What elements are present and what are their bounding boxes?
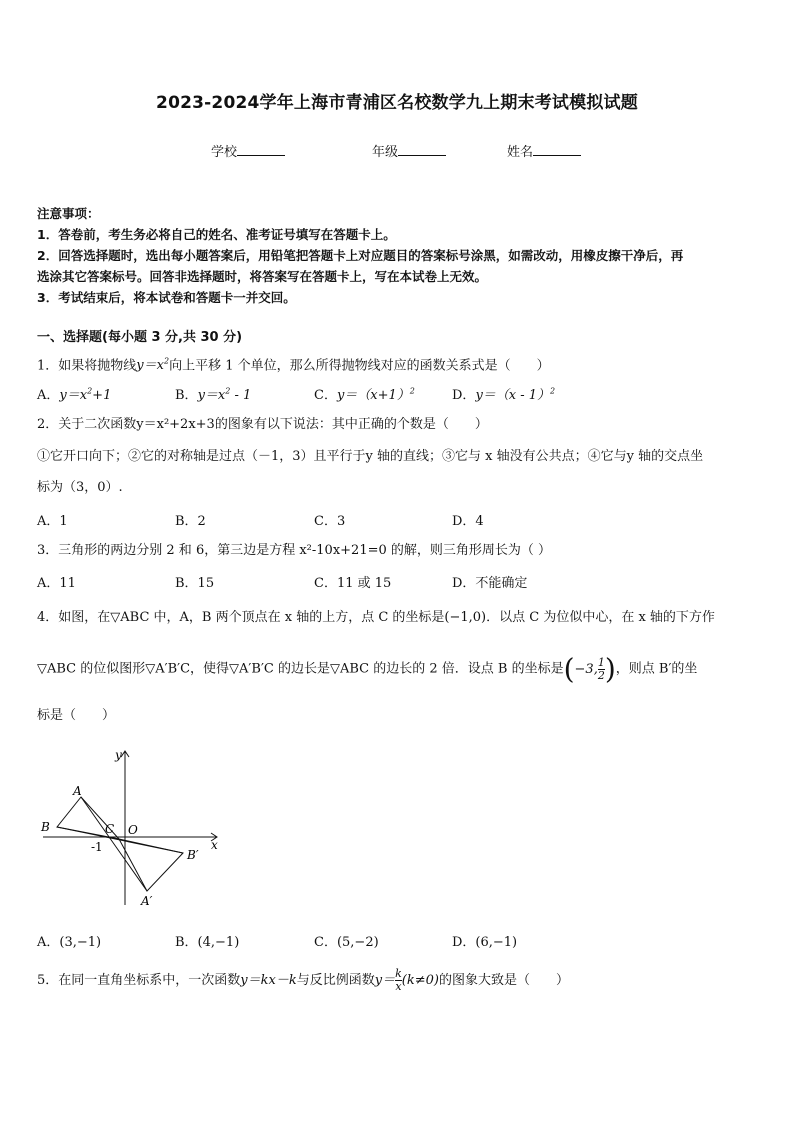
q1-formula: $y=x^2$ <box>136 357 170 374</box>
q5-recip-lhs: y＝ <box>374 973 396 988</box>
school-blank <box>237 143 285 156</box>
label-c: C <box>105 822 115 836</box>
q4-point-b: (−3, $\frac{1}{2}$ ) <box>563 652 616 685</box>
label-a-prime: A′ <box>141 894 153 908</box>
label-b: B <box>41 820 50 834</box>
name-field <box>507 141 581 160</box>
school-field <box>211 141 285 160</box>
q1-stem-b: 向上平移 1 个单位，那么所得抛物线对应的函数关系式是（ ） <box>169 358 550 374</box>
label-b-prime: B′ <box>187 848 199 862</box>
question-4-line-2 <box>37 652 767 687</box>
label-a: A <box>73 784 82 798</box>
q1-option-b: B．$y=x^2 - 1$ <box>175 386 252 403</box>
q4-option-d: D．(6,−1) <box>452 935 518 950</box>
label-minus-one: -1 <box>91 840 103 854</box>
q5-stem-a: 5．在同一直角坐标系中，一次函数 <box>37 973 241 988</box>
q2-option-a: A．1 <box>37 514 68 529</box>
notice-item-1: 1．答卷前，考生务必将自己的姓名、准考证号填写在答题卡上。 <box>37 227 396 242</box>
q4-option-b: B．(4,−1) <box>175 935 240 950</box>
q2-option-b: B．2 <box>175 514 206 529</box>
label-o: O <box>128 823 138 837</box>
q4-option-c: C．(5,−2) <box>314 935 379 950</box>
label-y: y <box>115 748 122 762</box>
notice-heading: 注意事项： <box>37 206 100 221</box>
question-4-line-1: 4．如图，在▽ABC 中，A，B 两个顶点在 x 轴的上方，点 C 的坐标是(−1,0)．以点 C 为位似中心，在 x 轴的下方作 <box>37 610 715 625</box>
notice-item-2b: 选涂其它答案标号。回答非选择题时，将答案写在答题卡上，写在本试卷上无效。 <box>37 269 488 284</box>
label-x: x <box>211 838 218 852</box>
grade-field <box>372 141 446 160</box>
name-label: 姓名 <box>507 145 534 160</box>
q1-stem-a: 1．如果将抛物线 <box>37 358 137 374</box>
q5-linear: y＝kx－k <box>240 973 297 988</box>
q3-option-b: B．15 <box>175 576 215 591</box>
q1-option-d: D．y＝（x - 1）$^2$ <box>452 386 556 403</box>
q5-recip-frac: $\frac{k}{x}$ <box>395 967 402 993</box>
question-4-line-3: 标是（ ） <box>37 708 116 723</box>
q5-recip-cond: (k≠0) <box>401 973 439 988</box>
q4-line-2b: ，则点 B′的坐 <box>615 661 698 677</box>
question-2-line-3: 标为（3，0）. <box>37 480 123 495</box>
notice-item-3: 3．考试结束后，将本试卷和答题卡一并交回。 <box>37 290 296 305</box>
section-heading: 一、选择题(每小题 3 分,共 30 分) <box>37 330 243 345</box>
q5-stem-b: 与反比例函数 <box>296 973 375 988</box>
question-2-line-2: ①它开口向下；②它的对称轴是过点（－1，3）且平行于y 轴的直线；③它与 x 轴没有公共点；④它与y 轴的交点坐 <box>37 449 704 464</box>
q3-option-a: A．11 <box>37 576 76 591</box>
name-blank <box>533 143 581 156</box>
q4-option-a: A．(3,−1) <box>37 935 102 950</box>
grade-blank <box>398 143 446 156</box>
q1-option-a: A．$y=x^2+1$ <box>37 386 112 403</box>
notice-block <box>37 203 762 308</box>
q1-option-c: C．$y=(x+1)^2$ <box>314 386 415 403</box>
question-2-stem: 2．关于二次函数y＝x²+2x+3的图象有以下说法：其中正确的个数是（ ） <box>37 417 488 432</box>
question-1 <box>37 352 767 376</box>
q5-stem-c: 的图象大致是（ ） <box>438 973 569 988</box>
notice-item-2a: 2．回答选择题时，选出每小题答案后，用铅笔把答题卡上对应题目的答案标号涂黑，如需改动，用橡皮擦干净后，再 <box>37 248 684 263</box>
grade-label: 年级 <box>372 145 399 160</box>
question-5 <box>37 966 767 996</box>
q3-option-c: C．11 或 15 <box>314 576 392 591</box>
q4-figure <box>35 745 235 915</box>
q3-option-d: D．不能确定 <box>452 576 528 591</box>
school-label: 学校 <box>211 145 238 160</box>
q2-option-c: C．3 <box>314 514 346 529</box>
q2-option-d: D．4 <box>452 514 484 529</box>
page-title: 2023-2024学年上海市青浦区名校数学九上期末考试模拟试题 <box>156 93 638 113</box>
question-3-stem: 3．三角形的两边分别 2 和 6，第三边是方程 x²-10x+21=0 的解，则三角形周长为（ ） <box>37 543 552 558</box>
q4-line-2a: ▽ABC 的位似图形▽A′B′C，使得▽A′B′C 的边长是▽ABC 的边长的 2 倍．设点 B 的坐标是 <box>37 661 564 677</box>
